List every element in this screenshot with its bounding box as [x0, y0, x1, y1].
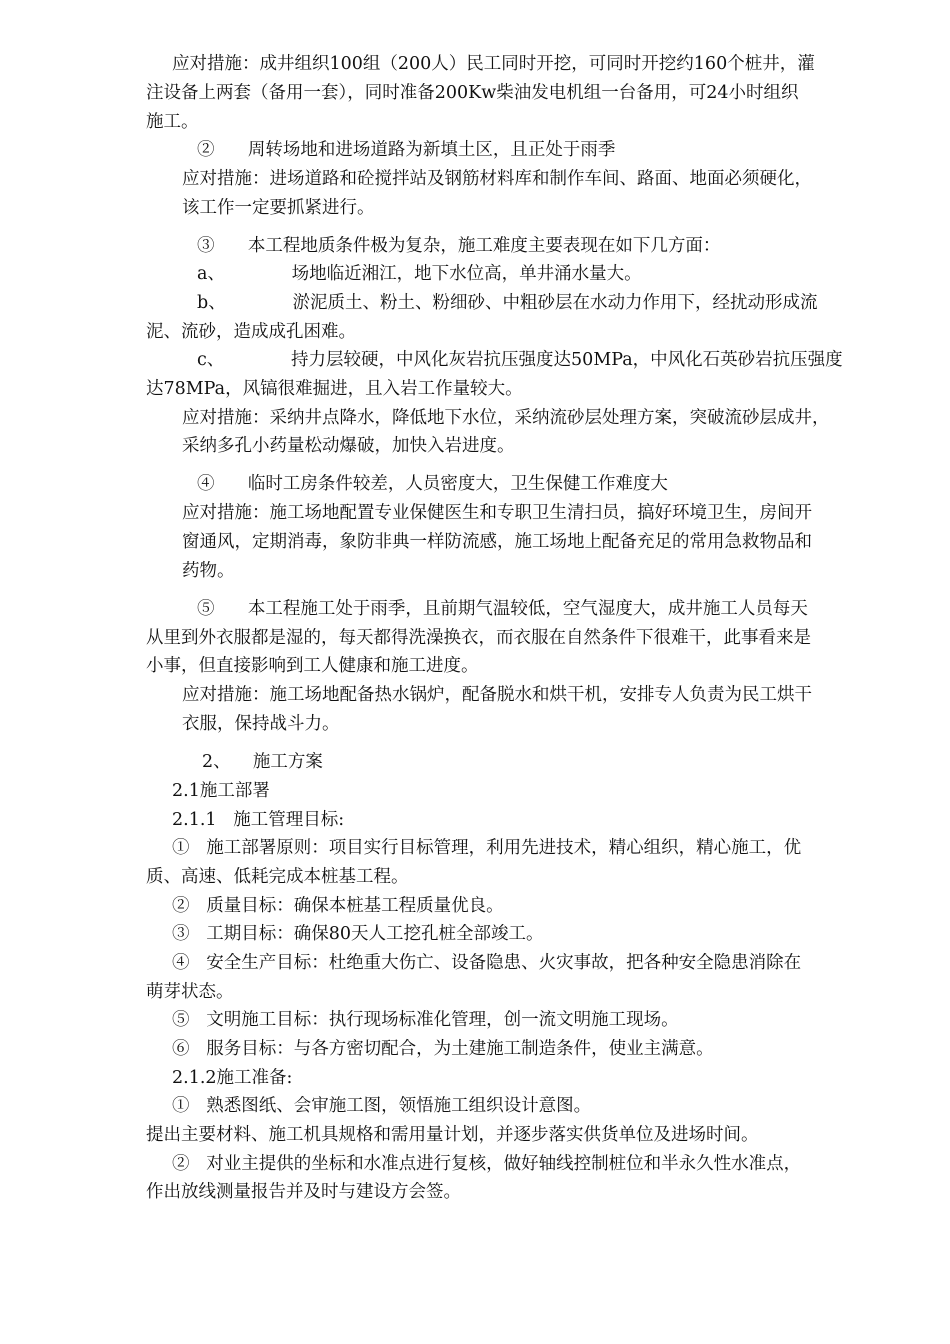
text-line: ⑤ 本工程施工处于雨季，且前期气温较低，空气湿度大，成井施工人员每天 [197, 599, 808, 619]
text-line: 该工作一定要抓紧进行。 [182, 198, 375, 218]
text-line: 衣服，保持战斗力。 [182, 714, 340, 734]
text-line: 达78MPa，风镐很难掘进，且入岩工作量较大。 [146, 379, 523, 399]
text-line: ① 施工部署原则：项目实行目标管理，利用先进技术，精心组织，精心施工，优 [172, 838, 802, 858]
text-line: 注设备上两套（备用一套），同时准备200Kw柴油发电机组一台备用，可24小时组织 [146, 83, 799, 103]
subsection-heading: 2.1.2施工准备: [172, 1068, 293, 1088]
text-line: 应对措施：施工场地配置专业保健医生和专职卫生清扫员，搞好环境卫生，房间开 [182, 503, 812, 523]
text-line: 作出放线测量报告并及时与建设方会签。 [146, 1182, 461, 1202]
text-line: 药物。 [182, 561, 235, 581]
text-line: 采纳多孔小药量松动爆破，加快入岩进度。 [182, 436, 515, 456]
text-line: 提出主要材料、施工机具规格和需用量计划，并逐步落实供货单位及进场时间。 [146, 1125, 759, 1145]
text-line: 应对措施：进场道路和砼搅拌站及钢筋材料库和制作车间、路面、地面必须硬化， [182, 169, 812, 189]
text-line: 窗通风，定期消毒，象防非典一样防流感，施工场地上配备充足的常用急救物品和 [182, 532, 812, 552]
text-line: 小事，但直接影响到工人健康和施工进度。 [146, 656, 479, 676]
text-line: b、 淤泥质土、粉土、粉细砂、中粗砂层在水动力作用下，经扰动形成流 [197, 293, 818, 313]
text-line: 质、高速、低耗完成本桩基工程。 [146, 867, 409, 887]
subsection-heading: 2.1.1 施工管理目标: [172, 810, 345, 830]
text-line: a、 场地临近湘江，地下水位高，单井涌水量大。 [197, 264, 642, 284]
text-line: ② 质量目标：确保本桩基工程质量优良。 [172, 896, 504, 916]
text-line: ④ 临时工房条件较差，人员密度大，卫生保健工作难度大 [197, 474, 668, 494]
text-line: ⑥ 服务目标：与各方密切配合，为土建施工制造条件，使业主满意。 [172, 1039, 714, 1059]
text-line: ① 熟悉图纸、会审施工图，领悟施工组织设计意图。 [172, 1096, 592, 1116]
text-line: ③ 工期目标：确保80天人工挖孔桩全部竣工。 [172, 924, 544, 944]
text-line: 应对措施：采纳井点降水，降低地下水位，采纳流砂层处理方案，突破流砂层成井， [182, 408, 830, 428]
text-line: ② 周转场地和进场道路为新填土区，且正处于雨季 [197, 140, 616, 160]
text-line: 萌芽状态。 [146, 982, 234, 1002]
text-line: ② 对业主提供的坐标和水准点进行复核，做好轴线控制桩位和半永久性水准点， [172, 1154, 802, 1174]
text-line: ④ 安全生产目标：杜绝重大伤亡、设备隐患、火灾事故，把各种安全隐患消除在 [172, 953, 802, 973]
text-line: 施工。 [146, 112, 199, 132]
section-heading: 2、 施工方案 [202, 752, 323, 772]
text-line: 从里到外衣服都是湿的，每天都得洗澡换衣，而衣服在自然条件下很难干，此事看来是 [146, 628, 811, 648]
text-line: ③ 本工程地质条件极为复杂，施工难度主要表现在如下几方面： [197, 236, 721, 256]
subsection-heading: 2.1施工部署 [172, 781, 270, 801]
text-line: 应对措施：成井组织100组（200人）民工同时开挖，可同时开挖约160个桩井，灌 [172, 54, 815, 74]
text-line: ⑤ 文明施工目标：执行现场标准化管理，创一流文明施工现场。 [172, 1010, 679, 1030]
text-line: 泥、流砂，造成成孔困难。 [146, 322, 356, 342]
text-line: c、 持力层较硬，中风化灰岩抗压强度达50MPa，中风化石英砂岩抗压强度 [197, 350, 843, 370]
text-line: 应对措施：施工场地配备热水锅炉，配备脱水和烘干机，安排专人负责为民工烘干 [182, 685, 812, 705]
